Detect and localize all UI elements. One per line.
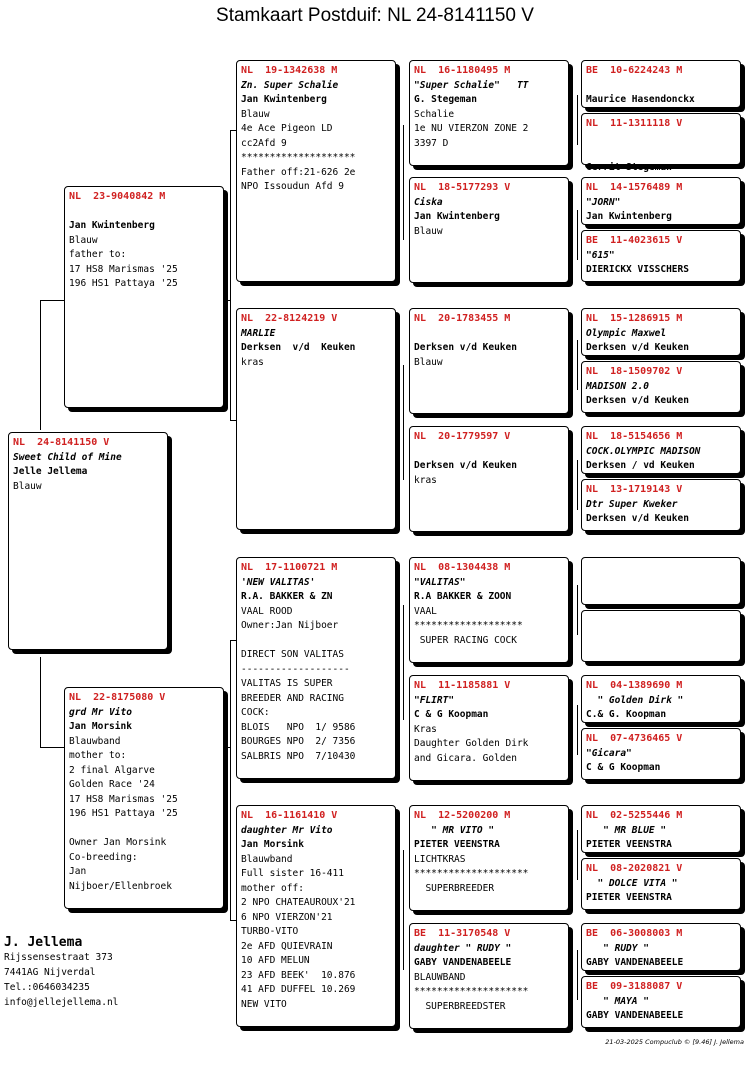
ring-number: NL 22-8124219 V xyxy=(241,313,338,324)
pigeon-name-line xyxy=(69,205,219,220)
pigeon-card-ffmf[interactable] xyxy=(581,177,741,225)
ring-number: NL 18-5177293 V xyxy=(414,182,511,193)
pigeon-info-line: Jan xyxy=(69,866,87,877)
connector xyxy=(230,640,231,920)
connector xyxy=(40,300,41,430)
connector xyxy=(403,850,404,970)
pigeon-name-line: "VALITAS" xyxy=(414,576,466,588)
connector xyxy=(577,460,578,510)
pigeon-card-fmf[interactable] xyxy=(409,308,569,414)
owner-name: J. Jellema xyxy=(4,935,83,950)
pigeon-info-line: Blauwband xyxy=(69,735,121,747)
ring-number: BE 11-3170548 V xyxy=(414,928,511,939)
pigeon-info-line xyxy=(586,146,736,161)
pigeon-info-line: Jan Kwintenberg xyxy=(69,220,155,231)
ring-number: NL 11-1311118 V xyxy=(586,118,683,129)
ring-number: NL 13-1719143 V xyxy=(586,484,683,495)
pigeon-info-line: GABY VANDENABEELE xyxy=(414,957,512,968)
pigeon-info-line xyxy=(69,822,219,837)
ring-number: NL 15-1286915 M xyxy=(586,313,683,324)
pigeon-card-mmmf[interactable] xyxy=(581,923,741,971)
ring-number: NL 19-1342638 M xyxy=(241,65,338,76)
pigeon-card-mfm[interactable] xyxy=(409,675,569,781)
pigeon-info-line: ******************** xyxy=(414,868,529,879)
ring-number: NL 12-5200200 M xyxy=(414,810,511,821)
pigeon-info-line: 6 NPO VIERZON'21 xyxy=(241,911,333,923)
pigeon-card-mf[interactable] xyxy=(236,557,396,779)
pigeon-info-line: Blauw xyxy=(414,225,443,237)
pigeon-name-line: MADISON 2.0 xyxy=(586,380,649,392)
ring-number: NL 14-1576489 M xyxy=(586,182,683,193)
pigeon-info-line: 17 HS8 Marismas '25 xyxy=(69,793,178,805)
pigeon-info-line: R.A. BAKKER & ZN xyxy=(241,591,333,602)
pigeon-info-line: C.& G. Koopman xyxy=(586,709,667,720)
pigeon-info-line: Jan Kwintenberg xyxy=(241,94,327,105)
ring-number: BE 10-6224243 M xyxy=(586,65,683,76)
pigeon-info-line: C & G Koopman xyxy=(586,762,661,773)
pigeon-info-line: 23 AFD BEEK' 10.876 xyxy=(241,969,356,981)
ring-number: NL 22-8175080 V xyxy=(69,692,166,703)
pigeon-name-line: Dtr Super Kweker xyxy=(586,498,678,510)
pigeon-info-line: Derksen v/d Keuken xyxy=(586,513,689,524)
pigeon-info-line: 4e Ace Pigeon LD xyxy=(241,123,333,134)
pigeon-info-line: Derksen v/d Keuken xyxy=(414,460,517,471)
pigeon-info-line: COCK: xyxy=(241,707,270,718)
pigeon-info-line: ******************* xyxy=(414,620,523,631)
pigeon-name-line: " Golden Dirk " xyxy=(586,694,684,706)
pigeon-info-line: DIERICKX VISSCHERS xyxy=(586,264,689,275)
pigeon-info-line: VALITAS IS SUPER xyxy=(241,678,333,689)
pigeon-name-line: COCK.OLYMPIC MADISON xyxy=(586,445,701,457)
ring-number: NL 16-1161410 V xyxy=(241,810,338,821)
pigeon-info-line: DIRECT SON VALITAS xyxy=(241,649,344,660)
pigeon-name-line xyxy=(586,132,736,147)
pigeon-card-fmmf[interactable] xyxy=(581,426,741,474)
pigeon-info-line: Blauw xyxy=(241,108,270,120)
pigeon-name-line: "Gicara" xyxy=(586,747,632,759)
connector xyxy=(577,210,578,260)
ring-number: NL 07-4736465 V xyxy=(586,733,683,744)
pigeon-name-line: "FLIRT" xyxy=(414,694,455,706)
connector xyxy=(403,605,404,720)
pigeon-info-line: Kras xyxy=(414,723,437,735)
pigeon-card-ffff[interactable] xyxy=(581,60,741,108)
pigeon-info-line: PIETER VEENSTRA xyxy=(586,892,672,903)
pigeon-info-line: Golden Race '24 xyxy=(69,779,155,790)
pigeon-card-mmmm[interactable] xyxy=(581,976,741,1028)
ring-number: NL 16-1180495 M xyxy=(414,65,511,76)
page-title: Stamkaart Postduif: NL 24-8141150 V xyxy=(216,5,534,26)
owner-address-street: Rijssensestraat 373 xyxy=(4,952,113,963)
pigeon-name-line: " MAYA " xyxy=(586,995,649,1007)
pigeon-info-line: Owner:Jan Nijboer xyxy=(241,620,339,631)
ring-number: NL 23-9040842 M xyxy=(69,191,166,202)
pigeon-name-line: "Super Schalie" TT xyxy=(414,79,529,91)
pigeon-info-line: Derksen v/d Keuken xyxy=(241,342,356,353)
connector xyxy=(224,300,230,301)
pigeon-info-line: NPO Issoudun Afd 9 xyxy=(241,181,344,192)
owner-email[interactable]: info@jellejellema.nl xyxy=(4,997,119,1008)
pigeon-info-line: 3397 D xyxy=(414,137,449,149)
connector xyxy=(577,950,578,1000)
pigeon-card-mmfm[interactable] xyxy=(581,858,741,910)
pigeon-info-line: PIETER VEENSTRA xyxy=(586,839,672,850)
pigeon-card-fffm[interactable] xyxy=(581,113,741,173)
pigeon-info-line: BOURGES NPO 2/ 7356 xyxy=(241,736,356,747)
pigeon-info-line: GABY VANDENABEELE xyxy=(586,1010,684,1021)
connector xyxy=(40,657,41,747)
pigeon-card-fmm[interactable] xyxy=(409,426,569,532)
pigeon-info-line: 2e AFD QUIEVRAIN xyxy=(241,940,333,952)
pigeon-info-line xyxy=(241,634,391,649)
pigeon-info-line: mother to: xyxy=(69,750,127,761)
pigeon-info-line: 2 NPO CHATEAUROUX'21 xyxy=(241,897,356,908)
pigeon-info-line: BLAUWBAND xyxy=(414,971,466,983)
connector xyxy=(403,125,404,240)
pigeon-info-line: 196 HS1 Pattaya '25 xyxy=(69,808,178,819)
pigeon-info-line: SUPER RACING COCK xyxy=(414,634,517,646)
connector xyxy=(577,340,578,390)
pigeon-card-father[interactable] xyxy=(64,186,224,408)
ring-number: NL 17-1100721 M xyxy=(241,562,338,573)
ring-number: NL 11-1185881 V xyxy=(414,680,511,691)
pigeon-card-fmmm[interactable] xyxy=(581,479,741,531)
ring-number: NL 08-2020821 V xyxy=(586,863,683,874)
pigeon-info-line: Jan Morsink xyxy=(69,721,132,732)
ring-number: NL 20-1783455 M xyxy=(414,313,511,324)
ring-number: NL 02-5255446 M xyxy=(586,810,683,821)
pigeon-card-mfmf[interactable] xyxy=(581,675,741,723)
pigeon-info-line: C & G Koopman xyxy=(414,709,489,720)
pigeon-info-line: SUPERBREEDER xyxy=(414,882,495,894)
pigeon-info-line: Blauw xyxy=(69,234,98,246)
pigeon-info-line: kras xyxy=(241,356,264,368)
connector xyxy=(230,130,231,420)
pigeon-name-line xyxy=(414,327,564,342)
pigeon-name-line: " MR BLUE " xyxy=(586,824,667,836)
owner-phone: Tel.:0646034235 xyxy=(4,982,90,993)
pigeon-info-line: 41 AFD DUFFEL 10.269 xyxy=(241,984,356,995)
pigeon-info-line: Blauwband xyxy=(241,853,293,865)
pigeon-info-line: 1e NU VIERZON ZONE 2 xyxy=(414,123,529,134)
pigeon-card-mm[interactable] xyxy=(236,805,396,1027)
pigeon-info-line: ******************** xyxy=(241,152,356,163)
pigeon-info-line: 17 HS8 Marismas '25 xyxy=(69,263,178,275)
pigeon-info-line: cc2Afd 9 xyxy=(241,137,287,149)
pigeon-info-line: G. Stegeman xyxy=(414,94,477,105)
pigeon-card-ff[interactable] xyxy=(236,60,396,282)
pigeon-info-line: VAAL xyxy=(414,605,437,617)
pigeon-info-line: R.A BAKKER & ZOON xyxy=(414,591,512,602)
pigeon-card-ffm[interactable] xyxy=(409,177,569,283)
pigeon-card-mmff[interactable] xyxy=(581,805,741,853)
pigeon-info-line: Blauw xyxy=(414,356,443,368)
pigeon-info-line: Derksen v/d Keuken xyxy=(586,395,689,406)
pigeon-card-mffm[interactable] xyxy=(581,610,741,662)
owner-address-city: 7441AG Nijverdal xyxy=(4,967,96,978)
ring-number: BE 09-3188087 V xyxy=(586,981,683,992)
connector xyxy=(403,365,404,480)
pigeon-name-line: " MR VITO " xyxy=(414,824,495,836)
connector xyxy=(577,830,578,880)
pigeon-info-line: Derksen / vd Keuken xyxy=(586,460,695,471)
pigeon-name-line: MARLIE xyxy=(241,327,276,339)
pigeon-info-line: 10 AFD MELUN xyxy=(241,955,310,966)
pigeon-info-line: LICHTKRAS xyxy=(414,853,466,865)
pigeon-info-line: kras xyxy=(414,474,437,486)
pigeon-info-line: VAAL ROOD xyxy=(241,605,293,617)
pigeon-info-line: Jelle Jellema xyxy=(13,466,88,477)
pigeon-card-mff[interactable] xyxy=(409,557,569,663)
pigeon-name-line: "JORN" xyxy=(586,196,621,208)
pigeon-card-mfmm[interactable] xyxy=(581,728,741,780)
pigeon-name-line: daughter Mr Vito xyxy=(241,824,333,836)
ring-number: NL 24-8141150 V xyxy=(13,437,110,448)
connector xyxy=(224,747,230,748)
pigeon-info-line: Full sister 16-411 xyxy=(241,868,344,879)
ring-number: NL 04-1389690 M xyxy=(586,680,683,691)
ring-number: BE 06-3008003 M xyxy=(586,928,683,939)
owner-block xyxy=(4,935,118,1010)
pigeon-name-line: " DOLCE VITA " xyxy=(586,877,678,889)
connector xyxy=(577,585,578,635)
pigeon-info-line: BLOIS NPO 1/ 9586 xyxy=(241,721,356,733)
pigeon-info-line: 196 HS1 Pattaya '25 xyxy=(69,278,178,289)
connector xyxy=(40,300,64,301)
pigeon-card-fmfm[interactable] xyxy=(581,361,741,413)
pigeon-info-line: and Gicara. Golden xyxy=(414,752,517,764)
ring-number: NL 18-5154656 M xyxy=(586,431,683,442)
pigeon-name-line: 'NEW VALITAS' xyxy=(241,576,316,588)
ring-number: NL 18-1509702 V xyxy=(586,366,683,377)
ring-number: NL 08-1304438 M xyxy=(414,562,511,573)
ring-number: NL 20-1779597 V xyxy=(414,431,511,442)
pigeon-name-line: daughter " RUDY " xyxy=(414,942,512,954)
pigeon-name-line: Olympic Maxwel xyxy=(586,327,667,339)
connector xyxy=(577,95,578,145)
pigeon-info-line: mother off: xyxy=(241,882,304,894)
pigeon-info-line: Derksen v/d Keuken xyxy=(586,342,689,353)
pigeon-info-line: Owner Jan Morsink xyxy=(69,837,167,848)
pigeon-info-line: GABY VANDENABEELE xyxy=(586,957,684,968)
pigeon-info-line: BREEDER AND RACING xyxy=(241,692,344,704)
ring-number: BE 11-4023615 V xyxy=(586,235,683,246)
pigeon-name-line xyxy=(586,79,736,94)
pigeon-info-line: Co-breeding: xyxy=(69,851,138,863)
connector xyxy=(577,705,578,755)
pigeon-card-mmf[interactable] xyxy=(409,805,569,911)
pigeon-card-fmff[interactable] xyxy=(581,308,741,356)
pigeon-info-line: PIETER VEENSTRA xyxy=(414,839,500,850)
connector xyxy=(40,747,64,748)
pigeon-info-line: ------------------- xyxy=(241,663,350,675)
pigeon-info-line: 2 final Algarve xyxy=(69,764,155,776)
pigeon-name-line: Zn. Super Schalie xyxy=(241,79,339,91)
pigeon-info-line: Daughter Golden Dirk xyxy=(414,738,529,749)
pigeon-info-line: Derksen v/d Keuken xyxy=(414,342,517,353)
pigeon-card-ffmm[interactable] xyxy=(581,230,741,282)
pigeon-name-line xyxy=(414,445,564,460)
footer-credit: 21-03-2025 Compuclub © [9.46] J. Jellema xyxy=(605,1038,744,1046)
pigeon-info-line: Schalie xyxy=(414,108,455,120)
pigeon-info-line: Gerrit Stegeman xyxy=(586,161,672,173)
pigeon-card-subject[interactable] xyxy=(8,432,168,650)
pigeon-name-line: "615" xyxy=(586,249,615,261)
pigeon-card-mother[interactable] xyxy=(64,687,224,909)
pigeon-info-line: Jan Morsink xyxy=(241,839,304,850)
pigeon-card-fff[interactable] xyxy=(409,60,569,166)
pigeon-info-line: Jan Kwintenberg xyxy=(414,211,500,222)
pigeon-info-line: ******************** xyxy=(414,986,529,997)
pigeon-info-line: Jan Kwintenberg xyxy=(586,211,672,222)
pigeon-info-line: Nijboer/Ellenbroek xyxy=(69,880,172,892)
pigeon-info-line: NEW VITO xyxy=(241,998,287,1010)
pigeon-name-line: Sweet Child of Mine xyxy=(13,451,122,463)
pigeon-name-line: grd Mr Vito xyxy=(69,706,132,718)
pigeon-info-line: Maurice Hasendonckx xyxy=(586,94,695,105)
pigeon-info-line: father to: xyxy=(69,249,127,260)
pigeon-info-line: Father off:21-626 2e xyxy=(241,166,356,178)
pigeon-name-line: " RUDY " xyxy=(586,942,649,954)
pigeon-info-line: Blauw xyxy=(13,480,42,492)
pigeon-card-fm[interactable] xyxy=(236,308,396,530)
pigeon-name-line: Ciska xyxy=(414,196,443,208)
pigeon-card-mmm[interactable] xyxy=(409,923,569,1029)
pigeon-info-line: SUPERBREEDSTER xyxy=(414,1000,506,1012)
pigeon-info-line: TURBO-VITO xyxy=(241,926,299,937)
pigeon-card-mfff[interactable] xyxy=(581,557,741,605)
pigeon-info-line: SALBRIS NPO 7/10430 xyxy=(241,750,356,762)
